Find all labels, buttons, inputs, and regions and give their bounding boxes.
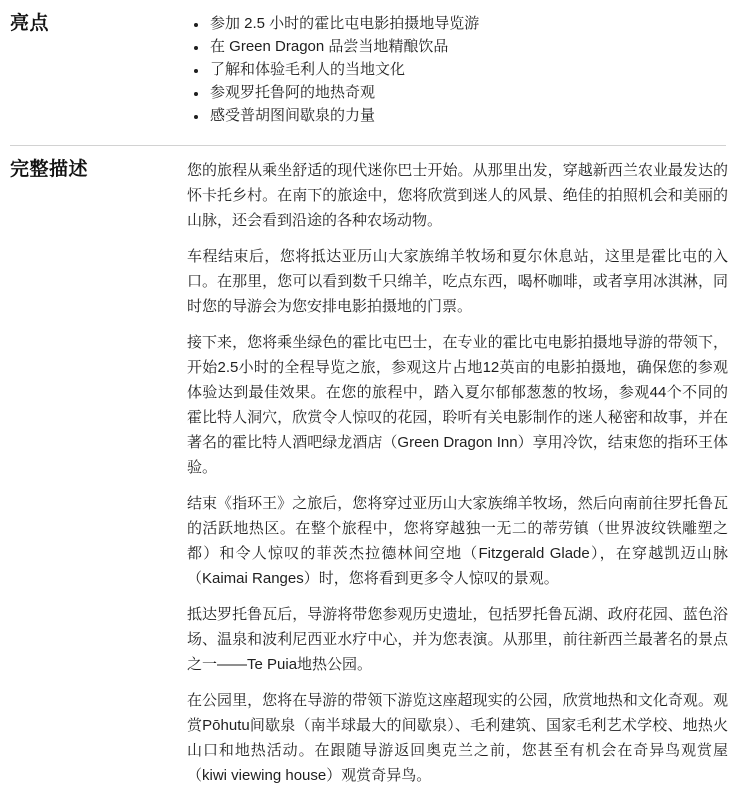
full-description-section [0, 146, 748, 788]
highlights-list [187, 12, 728, 127]
highlight-item: • 感受普胡图间歇泉的力量 [208, 104, 728, 127]
description-paragraph: 抵达罗托鲁瓦后，导游将带您参观历史遗址，包括罗托鲁瓦湖、政府花园、蓝色浴场、温泉和波利尼西亚水疗中心，并为您表演。从那里，前往新西兰最著名的景点之一——Te Puia地热公园。 [187, 606, 728, 673]
highlight-item: • 在 Green Dragon 品尝当地精酿饮品 [208, 35, 728, 58]
description-paragraph: 在公园里，您将在导游的带领下游览这座超现实的公园，欣赏地热和文化奇观。观赏Pōhutu间歇泉（南半球最大的间歇泉）、毛利建筑、国家毛利艺术学校、地热火山口和地热活动。在跟随导游返回奥克兰之前，您甚至有机会在奇异鸟观赏屋（kiwi viewing house）观赏奇异鸟。 [187, 692, 728, 784]
highlight-item: • 了解和体验毛利人的当地文化 [208, 58, 728, 81]
description-paragraph: 接下来，您将乘坐绿色的霍比屯巴士，在专业的霍比屯电影拍摄地导游的带领下，开始2.5小时的全程导览之旅，参观这片占地12英亩的电影拍摄地，确保您的参观体验达到最佳效果。在您的旅程中，踏入夏尔郁郁葱葱的牧场，参观44个不同的霍比特人洞穴，欣赏令人惊叹的花园，聆听有关电影制作的迷人秘密和故事，并在著名的霍比特人酒吧绿龙酒店（Green Dragon Inn）享用冷饮，结束您的指环王体验。 [187, 334, 728, 476]
highlight-item: • 参加 2.5 小时的霍比屯电影拍摄地导览游 [208, 12, 728, 35]
full-description-body [187, 158, 728, 788]
highlights-heading: 亮点 [10, 13, 50, 34]
description-paragraph: 结束《指环王》之旅后，您将穿过亚历山大家族绵羊牧场，然后向南前往罗托鲁瓦的活跃地热区。在整个旅程中，您将穿越独一无二的蒂劳镇（世界波纹铁雕塑之都）和令人惊叹的菲茨杰拉德林间空地（Fitzgerald Glade），在穿越凯迈山脉（Kaimai Ranges）时，您将看到更多令人惊叹的景观。 [187, 495, 728, 587]
highlight-item: • 参观罗托鲁阿的地热奇观 [208, 81, 728, 104]
full-description-heading: 完整描述 [10, 159, 89, 180]
description-paragraph: 您的旅程从乘坐舒适的现代迷你巴士开始。从那里出发，穿越新西兰农业最发达的怀卡托乡村。在南下的旅途中，您将欣赏到迷人的风景、绝佳的拍照机会和美丽的山脉，还会看到沿途的各种农场动物。 [187, 162, 728, 229]
highlights-section [0, 0, 748, 127]
description-paragraph: 车程结束后，您将抵达亚历山大家族绵羊牧场和夏尔休息站，这里是霍比屯的入口。在那里，您可以看到数千只绵羊，吃点东西，喝杯咖啡，或者享用冰淇淋，同时您的导游会为您安排电影拍摄地的门票。 [187, 248, 728, 315]
